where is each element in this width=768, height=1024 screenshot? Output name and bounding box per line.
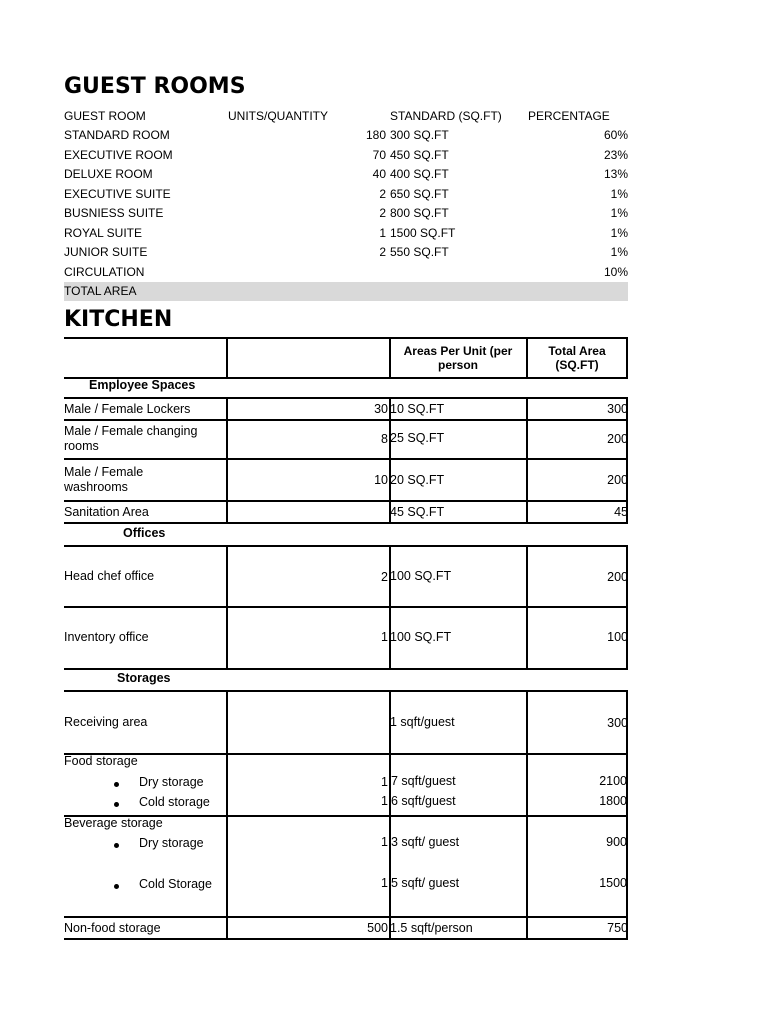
table-row	[64, 606, 628, 670]
row-name: Receiving area	[64, 715, 148, 729]
bullet-icon	[114, 843, 119, 848]
row-total: 45	[614, 505, 628, 519]
row-qty: 1	[381, 630, 388, 644]
room-standard: 650 SQ.FT	[390, 186, 449, 201]
food-storage-group	[64, 753, 628, 817]
room-units: 2	[379, 245, 386, 259]
row-qty: 10	[374, 473, 388, 487]
row-area: 100 SQ.FT	[390, 569, 452, 583]
guest-room-row	[64, 263, 628, 282]
room-standard: 450 SQ.FT	[390, 147, 449, 162]
beverage-storage-group	[64, 815, 628, 915]
row-total: 200	[607, 569, 628, 584]
bullet-icon	[114, 802, 119, 807]
room-name: ROYAL SUITE	[64, 225, 143, 240]
room-standard: 1500 SQ.FT	[390, 225, 456, 240]
beverage-dry-storage-label: Dry storage	[139, 836, 204, 850]
guest-room-row	[64, 146, 628, 165]
row-name: Male / Female changing rooms	[64, 423, 198, 453]
food-dry-total: 2100	[599, 774, 627, 788]
food-cold-storage-label: Cold storage	[139, 795, 210, 809]
table-row	[64, 460, 628, 502]
food-cold-area: 6 sqft/guest	[391, 794, 456, 808]
room-percentage: 1%	[610, 245, 628, 259]
section-storages: Storages	[117, 671, 171, 685]
room-name: STANDARD ROOM	[64, 128, 170, 142]
food-storage-label: Food storage	[64, 754, 138, 768]
kitchen-title: KITCHEN	[64, 307, 173, 332]
food-dry-qty: 1	[381, 775, 388, 789]
bullet-icon	[114, 884, 119, 889]
food-dry-area: 7 sqft/guest	[391, 774, 456, 788]
room-units: 70	[372, 147, 386, 162]
room-standard: 550 SQ.FT	[390, 245, 449, 259]
total-area-row	[64, 282, 628, 301]
beverage-dry-qty: 1	[381, 835, 388, 849]
table-row	[64, 397, 628, 421]
row-area: 10 SQ.FT	[390, 401, 445, 416]
row-total: 750	[607, 921, 628, 935]
row-total: 200	[607, 431, 628, 446]
row-area: 45 SQ.FT	[390, 504, 445, 519]
food-cold-qty: 1	[381, 794, 388, 808]
row-qty: 2	[381, 569, 388, 584]
row-name: Inventory office	[64, 629, 149, 644]
header-total-area: Total Area (SQ.FT)	[548, 344, 606, 372]
room-units: 2	[379, 186, 386, 201]
guest-room-row	[64, 126, 628, 145]
food-cold-total: 1800	[599, 794, 627, 808]
section-employee-spaces: Employee Spaces	[89, 378, 196, 392]
bullet-icon	[114, 782, 119, 787]
room-name: JUNIOR SUITE	[64, 245, 148, 259]
room-standard: 300 SQ.FT	[390, 128, 449, 142]
room-percentage: 1%	[610, 186, 628, 201]
room-percentage: 1%	[610, 225, 628, 240]
beverage-cold-total: 1500	[599, 876, 627, 890]
room-name: CIRCULATION	[64, 264, 145, 279]
room-units: 1	[379, 225, 386, 240]
row-name: Male / Female washrooms	[64, 465, 144, 494]
beverage-dry-total: 900	[606, 835, 627, 849]
row-area: 1 sqft/guest	[390, 715, 455, 729]
table-row	[64, 916, 628, 940]
table-row	[64, 419, 628, 460]
row-total: 100	[607, 630, 628, 644]
row-total: 200	[607, 473, 628, 487]
room-standard: 400 SQ.FT	[390, 167, 449, 181]
room-percentage: 60%	[603, 128, 628, 142]
row-area: 100 SQ.FT	[390, 629, 452, 644]
room-name: BUSNIESS SUITE	[64, 206, 164, 220]
header-units: UNITS/QUANTITY	[228, 109, 329, 123]
room-name: EXECUTIVE SUITE	[64, 186, 171, 201]
header-area-per-unit: Areas Per Unit (per person	[403, 344, 513, 372]
row-name: Sanitation Area	[64, 504, 149, 519]
kitchen-header-row	[64, 337, 628, 379]
row-total: 300	[607, 715, 628, 730]
row-name: Head chef office	[64, 569, 155, 583]
guest-room-row	[64, 204, 628, 223]
row-name: Non-food storage	[64, 920, 161, 935]
guest-rooms-title: GUEST ROOMS	[64, 74, 246, 99]
beverage-cold-area: 5 sqft/ guest	[391, 876, 460, 890]
room-standard: 800 SQ.FT	[390, 206, 449, 220]
row-name: Male / Female Lockers	[64, 401, 191, 416]
row-total: 300	[607, 402, 628, 416]
room-percentage: 23%	[603, 147, 628, 162]
beverage-cold-qty: 1	[381, 876, 388, 890]
row-qty: 8	[381, 431, 388, 446]
table-row	[64, 690, 628, 755]
table-row	[64, 502, 628, 524]
row-qty: 30	[374, 402, 388, 416]
header-standard: STANDARD (SQ.FT)	[390, 109, 502, 123]
guest-room-row	[64, 243, 628, 262]
room-percentage: 10%	[603, 264, 628, 279]
beverage-storage-label: Beverage storage	[64, 816, 163, 830]
row-qty: 500	[367, 921, 388, 935]
beverage-cold-storage-label: Cold Storage	[139, 877, 212, 891]
total-area-label: TOTAL AREA	[64, 284, 137, 298]
room-units: 40	[372, 167, 386, 181]
room-name: DELUXE ROOM	[64, 167, 153, 181]
row-area: 20 SQ.FT	[390, 472, 445, 487]
table-row	[64, 545, 628, 608]
room-units: 180	[365, 128, 386, 142]
guest-room-row	[64, 185, 628, 204]
row-area: 1.5 sqft/person	[390, 920, 473, 935]
food-dry-storage-label: Dry storage	[139, 775, 204, 789]
room-percentage: 13%	[603, 167, 628, 181]
guest-rooms-header-row	[64, 107, 628, 126]
header-guest-room: GUEST ROOM	[64, 109, 146, 123]
room-units: 2	[379, 206, 386, 220]
header-percentage: PERCENTAGE	[528, 109, 610, 123]
room-percentage: 1%	[610, 206, 628, 220]
section-offices: Offices	[123, 526, 166, 540]
guest-room-row	[64, 224, 628, 243]
room-name: EXECUTIVE ROOM	[64, 147, 173, 162]
guest-room-row	[64, 165, 628, 184]
row-area: 25 SQ.FT	[390, 431, 445, 445]
beverage-dry-area: 3 sqft/ guest	[391, 835, 460, 849]
